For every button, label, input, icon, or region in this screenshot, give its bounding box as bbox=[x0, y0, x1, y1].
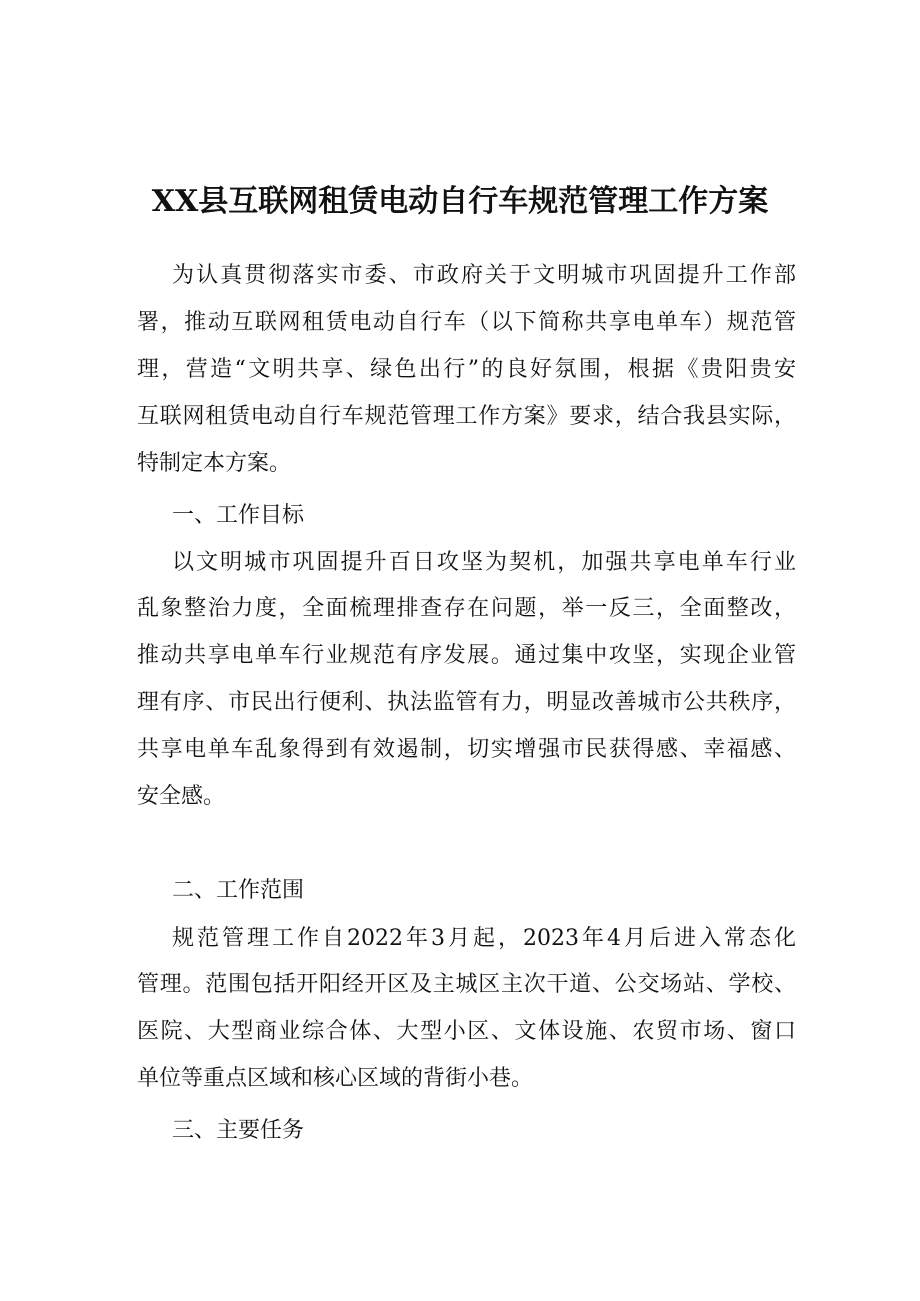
document-title: XX县互联网租赁电动自行车规范管理工作方案 bbox=[151, 184, 769, 219]
section-heading: 三、主要任务 bbox=[172, 1118, 305, 1143]
paragraph-line: 以文明城市巩固提升百日攻坚为契机，加强共享电单车行业 bbox=[172, 550, 796, 575]
paragraph-line: 理有序、市民出行便利、执法监管有力，明显改善城市公共秩序， bbox=[137, 690, 796, 715]
paragraph-line: 为认真贯彻落实市委、市政府关于文明城市巩固提升工作部 bbox=[172, 263, 796, 288]
paragraph-line: 安全感。 bbox=[137, 784, 226, 809]
paragraph-line: 规范管理工作自2022年3月起，2023年4月后进入常态化 bbox=[172, 926, 796, 951]
paragraph-line: 单位等重点区域和核心区域的背街小巷。 bbox=[137, 1066, 534, 1091]
paragraph-line: 特制定本方案。 bbox=[137, 451, 292, 476]
paragraph-line: 理，营造“文明共享、绿色出行”的良好氛围，根据《贵阳贵安 bbox=[137, 357, 796, 382]
section-heading: 二、工作范围 bbox=[172, 878, 305, 903]
paragraph-line: 推动共享电单车行业规范有序发展。通过集中攻坚，实现企业管 bbox=[137, 643, 796, 668]
paragraph-line: 共享电单车乱象得到有效遏制，切实增强市民获得感、幸福感、 bbox=[137, 737, 796, 762]
paragraph-line: 医院、大型商业综合体、大型小区、文体设施、农贸市场、窗口 bbox=[137, 1019, 796, 1044]
paragraph-line: 署，推动互联网租赁电动自行车（以下简称共享电单车）规范管 bbox=[137, 310, 796, 335]
paragraph-line: 管理。范围包括开阳经开区及主城区主次干道、公交场站、学校、 bbox=[137, 972, 796, 997]
paragraph-line: 互联网租赁电动自行车规范管理工作方案》要求，结合我县实际， bbox=[137, 404, 796, 429]
section-heading: 一、工作目标 bbox=[172, 503, 305, 528]
paragraph-line: 乱象整治力度，全面梳理排查存在问题，举一反三，全面整改， bbox=[137, 596, 796, 621]
